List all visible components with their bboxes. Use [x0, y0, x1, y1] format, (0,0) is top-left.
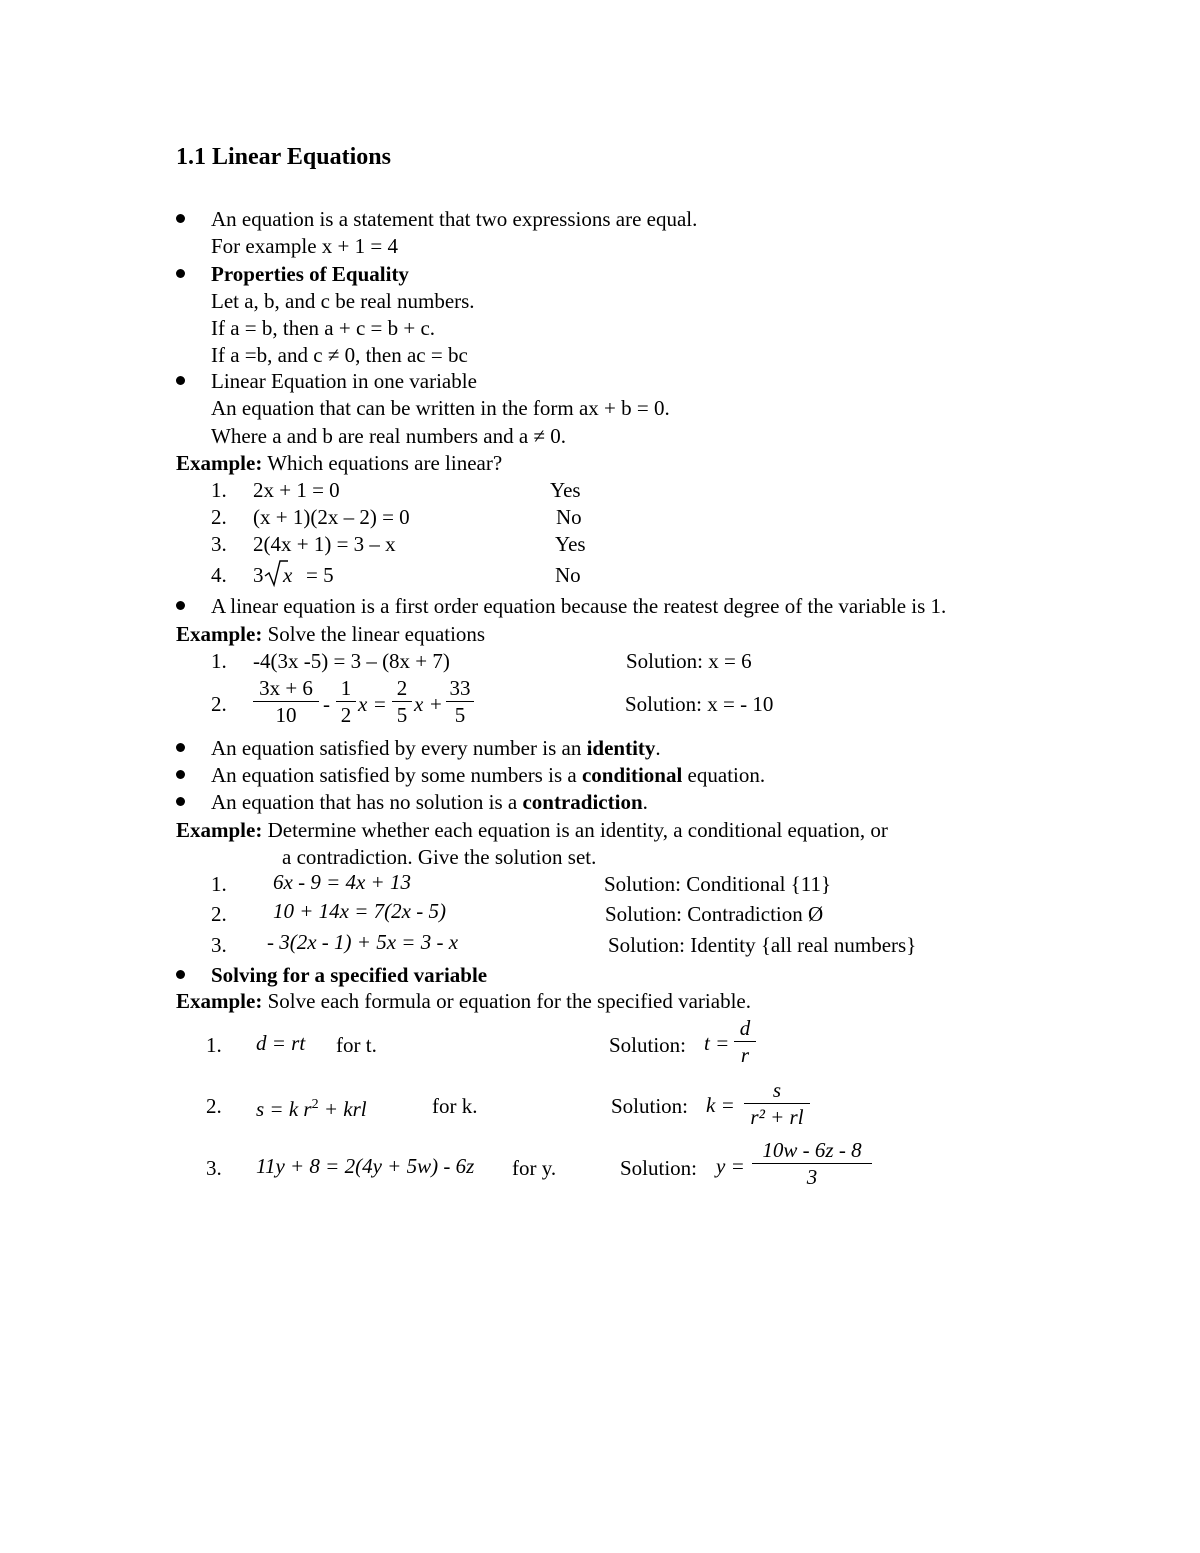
fraction-numerator: 10w - 6z - 8 [762, 1138, 862, 1162]
linear-equation-line: Where a and b are real numbers and a ≠ 0. [211, 424, 566, 448]
definition-text: An equation that has no solution is a [211, 790, 523, 814]
bullet-icon [176, 970, 185, 979]
fraction-denominator: 5 [454, 703, 466, 727]
specified-variable-heading: Solving for a specified variable [211, 963, 488, 987]
fraction-numerator: 1 [340, 676, 352, 700]
definition-text: An equation satisfied by some numbers is a [211, 763, 582, 787]
item-equation: (x + 1)(2x – 2) = 0 [253, 505, 410, 529]
fraction-denominator: 10 [275, 703, 297, 727]
solution-lhs: t = [704, 1031, 730, 1055]
item-equation: 2(4x + 1) = 3 – x [253, 532, 396, 556]
definition-text: equation. [682, 763, 766, 787]
definition-text: . [642, 790, 648, 814]
fraction [336, 675, 356, 728]
item-equation: 6x - 9 = 4x + 13 [273, 870, 411, 894]
item-variable: for t. [336, 1033, 377, 1057]
fraction-numerator: 3x + 6 [259, 676, 313, 700]
linear-equation-heading: Linear Equation in one variable [211, 369, 477, 393]
properties-heading: Properties of Equality [211, 262, 409, 286]
example-heading [176, 621, 485, 647]
fraction [392, 675, 412, 728]
fraction-denominator: r² + rl [750, 1105, 804, 1129]
bullet-icon [176, 376, 185, 385]
item-solution-label: Solution: [609, 1033, 687, 1057]
fraction-denominator: 3 [806, 1165, 818, 1189]
example-label: Example: [176, 818, 263, 842]
example-heading [176, 450, 502, 476]
example-label: Example: [176, 622, 263, 646]
bullet-icon [176, 214, 185, 223]
item-solution: Solution: Conditional {11} [604, 872, 832, 896]
first-order-note: A linear equation is a first order equation because the reatest degree of the variable is 1. [211, 594, 947, 618]
conditional-definition [211, 762, 765, 788]
item-answer: Yes [550, 478, 581, 502]
equation-part: s = k r [256, 1097, 312, 1121]
solution-fraction [744, 1077, 810, 1130]
definition-equation: An equation is a statement that two expressions are equal. [211, 207, 698, 231]
item-number: 2. [211, 505, 227, 529]
item-number: 1. [211, 649, 227, 673]
item-solution: Solution: x = - 10 [625, 692, 774, 716]
exponent: 2 [311, 1097, 319, 1112]
properties-line: Let a, b, and c be real numbers. [211, 289, 475, 313]
item-number: 3. [211, 933, 227, 957]
solution-fraction [752, 1137, 872, 1190]
item-solution-label: Solution: [620, 1156, 698, 1180]
example-label: Example: [176, 451, 263, 475]
example-text: Solve the linear equations [262, 622, 486, 646]
item-equation: 11y + 8 = 2(4y + 5w) - 6z [256, 1154, 475, 1178]
item-equation: 10 + 14x = 7(2x - 5) [273, 899, 446, 923]
example-text: Determine whether each equation is an identity, a conditional equation, or [262, 818, 888, 842]
definition-term: identity [586, 736, 656, 760]
item-number: 2. [206, 1094, 222, 1118]
example-label: Example: [176, 989, 263, 1013]
item-equation: 2x + 1 = 0 [253, 478, 340, 502]
item-number: 1. [206, 1033, 222, 1057]
item-variable: for y. [512, 1156, 557, 1180]
radicand: x [283, 563, 293, 587]
definition-text: . [655, 736, 661, 760]
item-solution: Solution: Contradiction Ø [605, 902, 824, 926]
bullet-icon [176, 269, 185, 278]
equation-example: For example x + 1 = 4 [211, 234, 398, 258]
example-text-continued: a contradiction. Give the solution set. [282, 845, 597, 869]
item-variable: for k. [432, 1094, 478, 1118]
item-number: 2. [211, 902, 227, 926]
item-number: 3. [211, 532, 227, 556]
definition-term: contradiction [522, 790, 643, 814]
item-solution: Solution: Identity {all real numbers} [608, 933, 917, 957]
definition-term: conditional [581, 763, 683, 787]
fraction-numerator: d [739, 1016, 751, 1040]
item-solution-label: Solution: [611, 1094, 689, 1118]
item-equation-rhs: = 5 [306, 563, 334, 587]
solution-lhs: k = [706, 1093, 735, 1117]
item-equation: -4(3x -5) = 3 – (8x + 7) [253, 649, 450, 673]
item-answer: Yes [555, 532, 586, 556]
linear-equation-line: An equation that can be written in the form ax + b = 0. [211, 396, 670, 420]
item-equation: - 3(2x - 1) + 5x = 3 - x [267, 930, 459, 954]
solution-lhs: y = [716, 1154, 745, 1178]
example-heading [176, 988, 751, 1014]
variable-term: x + [414, 692, 443, 716]
solution-fraction [734, 1015, 756, 1068]
example-text: Which equations are linear? [262, 451, 503, 475]
equation-part: + krl [318, 1097, 367, 1121]
properties-line: If a =b, and c ≠ 0, then ac = bc [211, 343, 468, 367]
contradiction-definition [211, 789, 648, 815]
fraction [253, 675, 319, 728]
definition-text: An equation satisfied by every number is an [211, 736, 587, 760]
operator: - [323, 692, 330, 716]
variable-term: x = [358, 692, 387, 716]
example-text: Solve each formula or equation for the specified variable. [262, 989, 751, 1013]
item-solution: Solution: x = 6 [626, 649, 752, 673]
item-answer: No [556, 505, 582, 529]
example-heading [176, 817, 888, 843]
item-number: 1. [211, 478, 227, 502]
fraction-numerator: 33 [449, 676, 471, 700]
page-title: 1.1 Linear Equations [176, 144, 391, 170]
item-equation [256, 1092, 367, 1122]
fraction-denominator: 5 [396, 703, 408, 727]
properties-line: If a = b, then a + c = b + c. [211, 316, 436, 340]
identity-definition [211, 735, 661, 761]
item-number: 2. [211, 692, 227, 716]
fraction [446, 675, 474, 728]
bullet-icon [176, 601, 185, 610]
item-number: 4. [211, 563, 227, 587]
fraction-numerator: 2 [396, 676, 408, 700]
item-answer: No [555, 563, 581, 587]
item-equation: d = rt [256, 1031, 306, 1055]
item-equation: 3 [253, 563, 264, 587]
item-number: 1. [211, 872, 227, 896]
item-number: 3. [206, 1156, 222, 1180]
fraction-denominator: 2 [340, 703, 352, 727]
bullet-icon [176, 797, 185, 806]
bullet-icon [176, 770, 185, 779]
bullet-icon [176, 743, 185, 752]
fraction-denominator: r [740, 1043, 750, 1067]
fraction-numerator: s [772, 1078, 782, 1102]
